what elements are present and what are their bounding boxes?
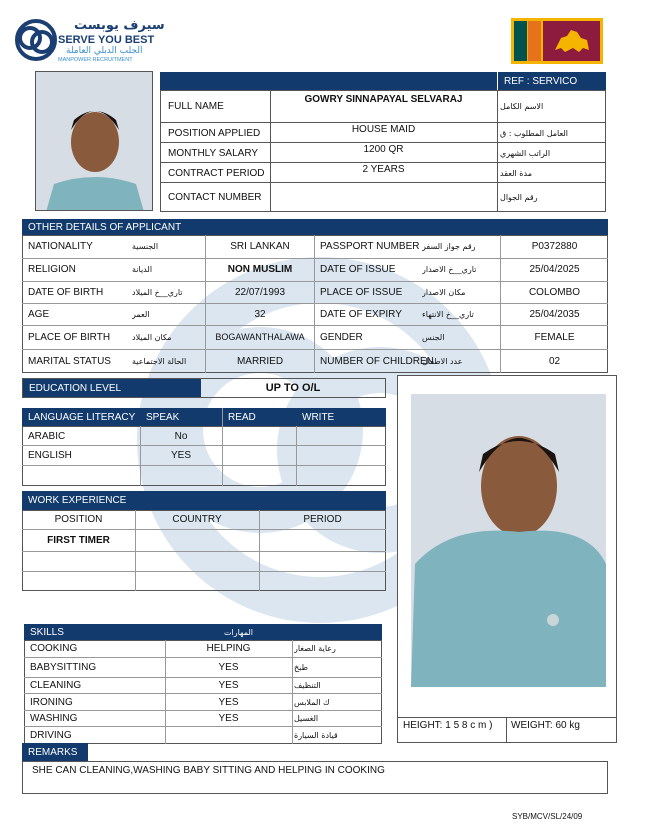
applicant-photo-large xyxy=(411,394,606,687)
lang-arabic-read xyxy=(222,427,296,445)
education-value: UP TO O/L xyxy=(265,382,321,394)
skill-babysitting-value: YES xyxy=(218,662,239,673)
lang-header-read: READ xyxy=(228,411,256,423)
skill-washing: WASHING xyxy=(30,713,78,724)
lang-row-arabic: ARABIC xyxy=(28,430,66,442)
skill-cooking: COOKING xyxy=(30,643,78,654)
language-table xyxy=(22,408,386,486)
arabic-gender: الجنس xyxy=(422,332,445,342)
label-full-name: FULL NAME xyxy=(168,100,224,112)
document-code: SYB/MCV/SL/24/09 xyxy=(512,812,583,821)
brand-arabic-name: سيرف يوبست xyxy=(74,18,165,33)
lang-row-english: ENGLISH xyxy=(28,450,72,461)
skill-babysitting: BABYSITTING xyxy=(30,662,97,673)
brand-arabic-sub: الجلب الدبلي العاملة xyxy=(66,46,143,56)
value-issue-place: COLOMBO xyxy=(528,286,581,298)
person-photo-icon xyxy=(411,394,606,687)
label-birth-place: PLACE OF BIRTH xyxy=(28,331,111,343)
value-contract: 2 YEARS xyxy=(362,163,405,175)
lang-english-read xyxy=(222,446,296,465)
skill-ironing: IRONING xyxy=(30,696,73,708)
skill-driving: DRIVING xyxy=(30,730,72,741)
arabic-birth-place: مكان الميلاد xyxy=(132,332,172,342)
label-expiry: DATE OF EXPIRY xyxy=(320,308,402,320)
skill-cleaning: CLEANING xyxy=(30,680,82,691)
arabic-passport: رقم جواز السفر xyxy=(422,242,476,251)
value-passport: P0372880 xyxy=(531,241,578,252)
arabic-issue-date: تاري__خ الاصدار xyxy=(422,265,477,274)
value-birth-place: BOGAWANTHALAWA xyxy=(215,332,305,342)
remarks-text: SHE CAN CLEANING,WASHING BABY SITTING AND HELPING IN COOKING xyxy=(32,764,385,776)
skill-babysitting-arabic: طبخ xyxy=(294,663,308,672)
value-children: 02 xyxy=(548,355,561,367)
skill-cooking-arabic: رعاية الصغار xyxy=(294,644,336,653)
lang-header-write: WRITE xyxy=(302,411,335,423)
value-salary: 1200 QR xyxy=(363,143,404,155)
height-value: HEIGHT: 1 5 8 c m ) xyxy=(403,720,493,731)
arabic-contact: رقم الجوال xyxy=(500,192,538,202)
skill-driving-value xyxy=(165,727,292,744)
arabic-children: عدد الاطفال xyxy=(422,356,463,366)
value-age: 32 xyxy=(254,308,266,320)
lang-english-speak: YES xyxy=(170,450,191,461)
brand-tagline: MANPOWER RECRUITMENT xyxy=(58,57,133,63)
value-marital: MARRIED xyxy=(236,355,284,367)
arabic-age: العمر xyxy=(132,309,150,319)
value-gender: FEMALE xyxy=(534,331,575,343)
value-issue-date: 25/04/2025 xyxy=(529,264,580,275)
value-expiry: 25/04/2035 xyxy=(529,308,580,320)
value-full-name: GOWRY SINNAPAYAL SELVARAJ xyxy=(304,94,463,105)
label-contact: CONTACT NUMBER xyxy=(168,191,262,203)
person-photo-icon xyxy=(36,72,153,211)
label-position: POSITION APPLIED xyxy=(168,127,261,139)
label-contract: CONTRACT PERIOD xyxy=(168,167,265,179)
remarks-title: REMARKS xyxy=(22,743,88,761)
lang-english-write xyxy=(296,446,386,465)
skill-driving-arabic: قيادة السيارة xyxy=(294,731,338,740)
lang-arabic-write xyxy=(296,427,386,445)
work-row-position: FIRST TIMER xyxy=(47,535,110,546)
label-salary: MONTHLY SALARY xyxy=(168,147,259,159)
work-header-position: POSITION xyxy=(54,514,103,525)
applicant-photo-small xyxy=(35,71,153,211)
arabic-position: العامل المطلوب : ق xyxy=(500,128,568,138)
label-issue-place: PLACE OF ISSUE xyxy=(320,286,403,298)
value-dob: 22/07/1993 xyxy=(234,286,286,298)
arabic-dob: تاري__خ الميلاد xyxy=(132,287,183,297)
skill-cooking-value: HELPING xyxy=(206,643,251,654)
work-header-country: COUNTRY xyxy=(172,514,222,525)
skill-ironing-value: YES xyxy=(218,696,239,708)
label-age: AGE xyxy=(28,308,50,320)
arabic-expiry: تاري__خ الانتهاء xyxy=(422,309,474,319)
skill-cleaning-arabic: التنظيف xyxy=(294,681,321,690)
weight-value: WEIGHT: 60 kg xyxy=(511,720,580,731)
ref-code: REF : SERVICO xyxy=(497,72,606,90)
value-religion: NON MUSLIM xyxy=(227,264,293,275)
label-dob: DATE OF BIRTH xyxy=(28,286,104,298)
lang-header-speak: SPEAK xyxy=(146,411,180,423)
applicant-photo-frame xyxy=(397,375,617,743)
other-details-title: OTHER DETAILS OF APPLICANT xyxy=(28,221,182,233)
label-gender: GENDER xyxy=(320,331,363,343)
remarks-section xyxy=(22,743,608,794)
arabic-marital: الحالة الاجتماعية xyxy=(132,356,187,366)
logo-emblem-icon xyxy=(14,18,58,62)
label-children: NUMBER OF CHILDREN xyxy=(320,355,434,367)
sri-lanka-flag-icon xyxy=(511,18,603,64)
company-logo xyxy=(14,18,174,66)
skills-table xyxy=(24,624,382,744)
other-details-table xyxy=(22,219,608,373)
lang-header-literacy: LANGUAGE LITERACY xyxy=(28,411,136,423)
lang-arabic-speak: No xyxy=(174,430,188,442)
brand-english-name: SERVE YOU BEST xyxy=(58,34,155,46)
label-passport: PASSPORT NUMBER xyxy=(320,241,420,252)
work-row-period xyxy=(259,530,386,551)
work-experience-table xyxy=(22,491,386,591)
value-contact xyxy=(270,182,497,212)
lion-icon xyxy=(551,26,593,56)
personal-details-table xyxy=(160,72,606,212)
skill-ironing-arabic: ك الملابس xyxy=(294,697,330,707)
value-position: HOUSE MAID xyxy=(351,123,416,135)
label-nationality: NATIONALITY xyxy=(28,241,93,252)
arabic-full-name: الاسم الكامل xyxy=(500,101,544,111)
arabic-contract: مدة العقد xyxy=(500,168,532,178)
skill-cleaning-value: YES xyxy=(218,680,239,691)
skills-title: SKILLS xyxy=(30,626,64,638)
skill-washing-value: YES xyxy=(218,713,239,724)
value-nationality: SRI LANKAN xyxy=(230,241,290,252)
skill-washing-arabic: الغسيل xyxy=(294,714,319,723)
label-issue-date: DATE OF ISSUE xyxy=(320,264,396,275)
skills-title-arabic: المهارات xyxy=(224,627,254,637)
label-marital: MARITAL STATUS xyxy=(28,355,111,367)
education-label: EDUCATION LEVEL xyxy=(23,379,201,397)
work-header-period: PERIOD xyxy=(303,514,342,525)
work-experience-title: WORK EXPERIENCE xyxy=(28,495,127,506)
arabic-issue-place: مكان الاصدار xyxy=(422,287,466,297)
arabic-religion: الديانة xyxy=(132,265,153,274)
work-row-country xyxy=(135,530,259,551)
education-row xyxy=(22,378,386,398)
arabic-nationality: الجنسية xyxy=(132,242,159,251)
arabic-salary: الراتب الشهري xyxy=(500,148,551,158)
label-religion: RELIGION xyxy=(28,264,76,275)
